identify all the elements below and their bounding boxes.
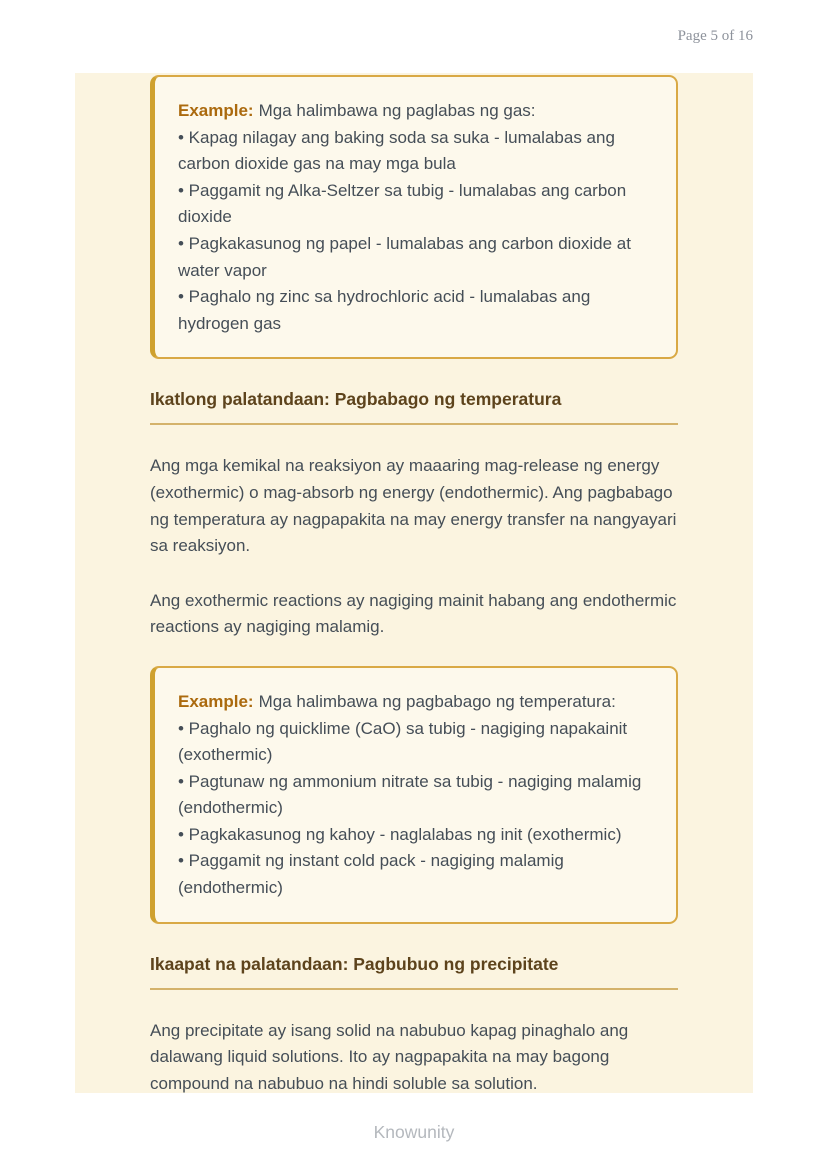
example-box-temperature — [150, 666, 678, 924]
example-intro: Mga halimbawa ng pagbabago ng temperatura: — [258, 691, 616, 711]
section-heading-precipitate: Ikaapat na palatandaan: Pagbubuo ng precipitate — [150, 954, 678, 990]
example-item: • Pagtunaw ng ammonium nitrate sa tubig - nagiging malamig (endothermic) — [178, 771, 642, 818]
example-title — [178, 98, 652, 125]
brand-footer: Knowunity — [373, 1122, 455, 1142]
document-page — [75, 73, 753, 1093]
example-item: • Paggamit ng instant cold pack - nagiging malamig (endothermic) — [178, 851, 564, 898]
example-item: • Paghalo ng quicklime (CaO) sa tubig - nagiging napakainit (exothermic) — [178, 718, 628, 765]
example-item: • Pagkakasunog ng papel - lumalabas ang carbon dioxide at water vapor — [178, 233, 631, 280]
example-item: • Pagkakasunog ng kahoy - naglalabas ng init (exothermic) — [178, 824, 622, 844]
paragraph: Ang exothermic reactions ay nagiging mainit habang ang endothermic reactions ay nagiging malamig. — [150, 590, 677, 637]
paragraph: Ang precipitate ay isang solid na nabubuo kapag pinaghalo ang dalawang liquid solutions. Ito ay nagpapakita na may bagong compound na nabubuo na hindi soluble sa solution. — [150, 1020, 629, 1093]
example-label: Example: — [178, 101, 254, 120]
example-item: • Kapag nilagay ang baking soda sa suka - lumalabas ang carbon dioxide gas na may mga bula — [178, 127, 615, 174]
section-heading-temperature: Ikatlong palatandaan: Pagbabago ng temperatura — [150, 389, 678, 425]
example-item: • Paggamit ng Alka-Seltzer sa tubig - lumalabas ang carbon dioxide — [178, 180, 627, 227]
paragraph: Ang mga kemikal na reaksiyon ay maaaring mag-release ng energy (exothermic) o mag-absorb ng energy (endothermic). Ang pagbabago ng temperatura ay nagpapakita na may energy transfer na nangyayari sa reaksiyon. — [150, 456, 677, 556]
page-number: Page 5 of 16 — [677, 28, 753, 44]
example-intro: Mga halimbawa ng paglabas ng gas: — [258, 101, 536, 120]
example-label: Example: — [178, 691, 254, 711]
example-item: • Paghalo ng zinc sa hydrochloric acid - lumalabas ang hydrogen gas — [178, 287, 591, 333]
example-box-gas — [150, 75, 678, 359]
example-title — [178, 689, 652, 716]
